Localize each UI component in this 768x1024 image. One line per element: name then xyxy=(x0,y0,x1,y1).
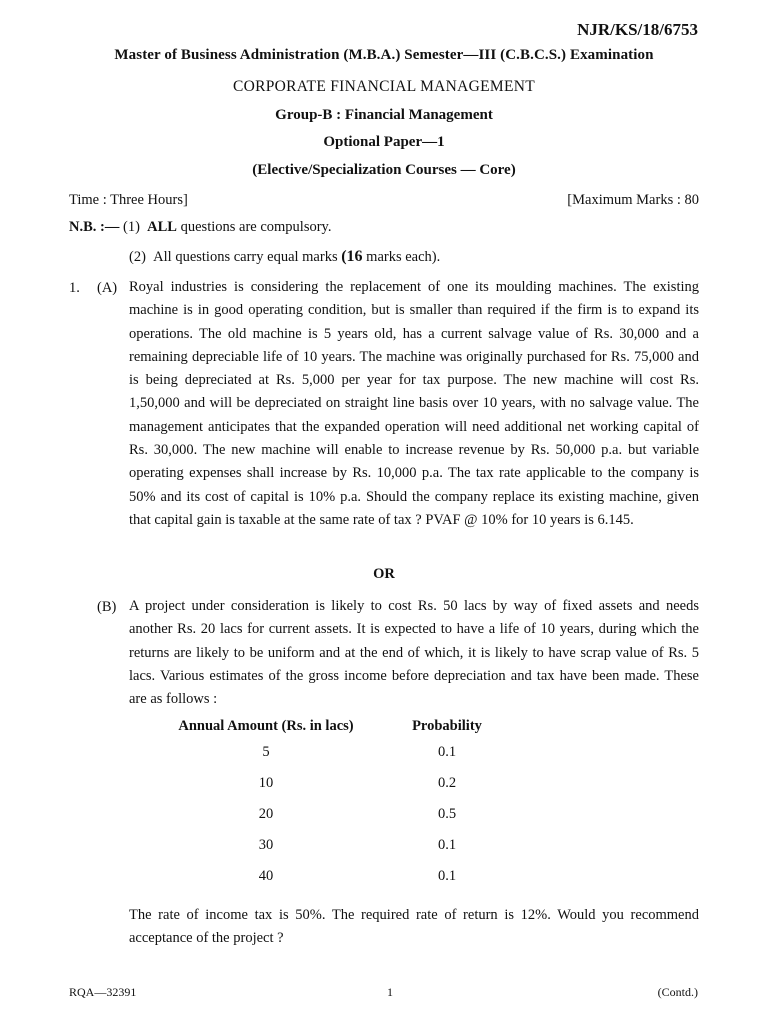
probability-cell: 0.1 xyxy=(437,868,457,884)
note-2-number: (2) xyxy=(129,249,146,265)
probability-cell: 0.5 xyxy=(437,806,457,822)
header-probability: Probability xyxy=(412,718,482,734)
part-b-closing: The rate of income tax is 50%. The required rate of return is 12%. Would you recommend acceptance of the project ? xyxy=(129,907,699,947)
note-1-emphasis: ALL xyxy=(147,219,177,235)
note-label: N.B. :— xyxy=(69,219,120,235)
header-annual-amount: Annual Amount (Rs. in lacs) xyxy=(178,718,354,734)
or-separator: OR xyxy=(373,566,395,582)
note-1-number: (1) xyxy=(122,219,140,235)
maximum-marks: [Maximum Marks : 80 xyxy=(567,192,699,208)
group-title: Group-B : Financial Management xyxy=(275,107,493,123)
course-title: (Elective/Specialization Courses — Core) xyxy=(252,162,516,178)
amount-cell: 40 xyxy=(258,868,274,884)
note-2-emphasis: (16 xyxy=(341,248,363,265)
table-header-row xyxy=(150,718,512,744)
footer-contd: (Contd.) xyxy=(657,985,698,999)
table-row xyxy=(150,806,512,837)
table-row xyxy=(150,837,512,868)
table-row xyxy=(150,775,512,806)
exam-title: Master of Business Administration (M.B.A.) Semester—III (C.B.C.S.) Examination xyxy=(114,47,654,63)
note-2 xyxy=(129,248,440,266)
note-2-text-end: marks each). xyxy=(366,249,441,265)
subject-title: CORPORATE FINANCIAL MANAGEMENT xyxy=(232,78,536,95)
part-a-label: (A) xyxy=(97,280,118,296)
probability-cell: 0.1 xyxy=(437,837,457,853)
amount-cell: 10 xyxy=(258,775,274,791)
question-number: 1. xyxy=(69,280,80,296)
amount-cell: 5 xyxy=(262,744,270,760)
table-row xyxy=(150,744,512,775)
note-1 xyxy=(69,219,332,236)
page-number: 1 xyxy=(387,985,393,999)
amount-cell: 30 xyxy=(258,837,274,853)
table-row xyxy=(150,868,512,899)
note-2-text: All questions carry equal marks xyxy=(153,249,338,265)
probability-cell: 0.1 xyxy=(437,744,457,760)
income-probability-table xyxy=(150,718,512,899)
paper-code: NJR/KS/18/6753 xyxy=(577,20,698,39)
probability-cell: 0.2 xyxy=(437,775,457,791)
footer-code: RQA—32391 xyxy=(69,985,137,999)
time-duration: Time : Three Hours] xyxy=(69,192,188,208)
amount-cell: 20 xyxy=(258,806,274,822)
part-b-label: (B) xyxy=(97,599,117,615)
paper-title: Optional Paper—1 xyxy=(323,134,445,150)
part-a-text: Royal industries is considering the replacement of one its moulding machines. The existing machine is in good operating condition, but is smaller than required if the firm is to expand its operations. The old machine is 5 years old, has a current salvage value of Rs. 30,000 and a remaining depreciable life of 10 years. The machine was originally purchased for Rs. 75,000 and is being depreciated at Rs. 5,000 per year for tax purpose. The new machine will cost Rs. 1,50,000 and will be depreciated on straight line basis over 10 years, with no salvage value. The management anticipates that the expanded operation will need additional net working capital of Rs. 30,000. The new machine will enable to increase revenue by Rs. 50,000 p.a. but variable operating expenses shall increase by Rs. 10,000 p.a. The tax rate applicable to the company is 50% and its cost of capital is 10% p.a. Should the company replace its existing machine, given that capital gain is taxable at the same rate of tax ? PVAF @ 10% for 10 years is 6.145. xyxy=(129,279,699,528)
note-1-text: questions are compulsory. xyxy=(180,219,332,235)
part-b-text: A project under consideration is likely to cost Rs. 50 lacs by way of fixed assets and needs another Rs. 20 lacs for current assets. It is expected to have a life of 10 years, during which the returns are likely to be uniform and at the end of which, it is likely to have scrap value of Rs. 5 lacs. Various estimates of the gross income before depreciation and tax have been made. These are as follows : xyxy=(129,598,699,708)
